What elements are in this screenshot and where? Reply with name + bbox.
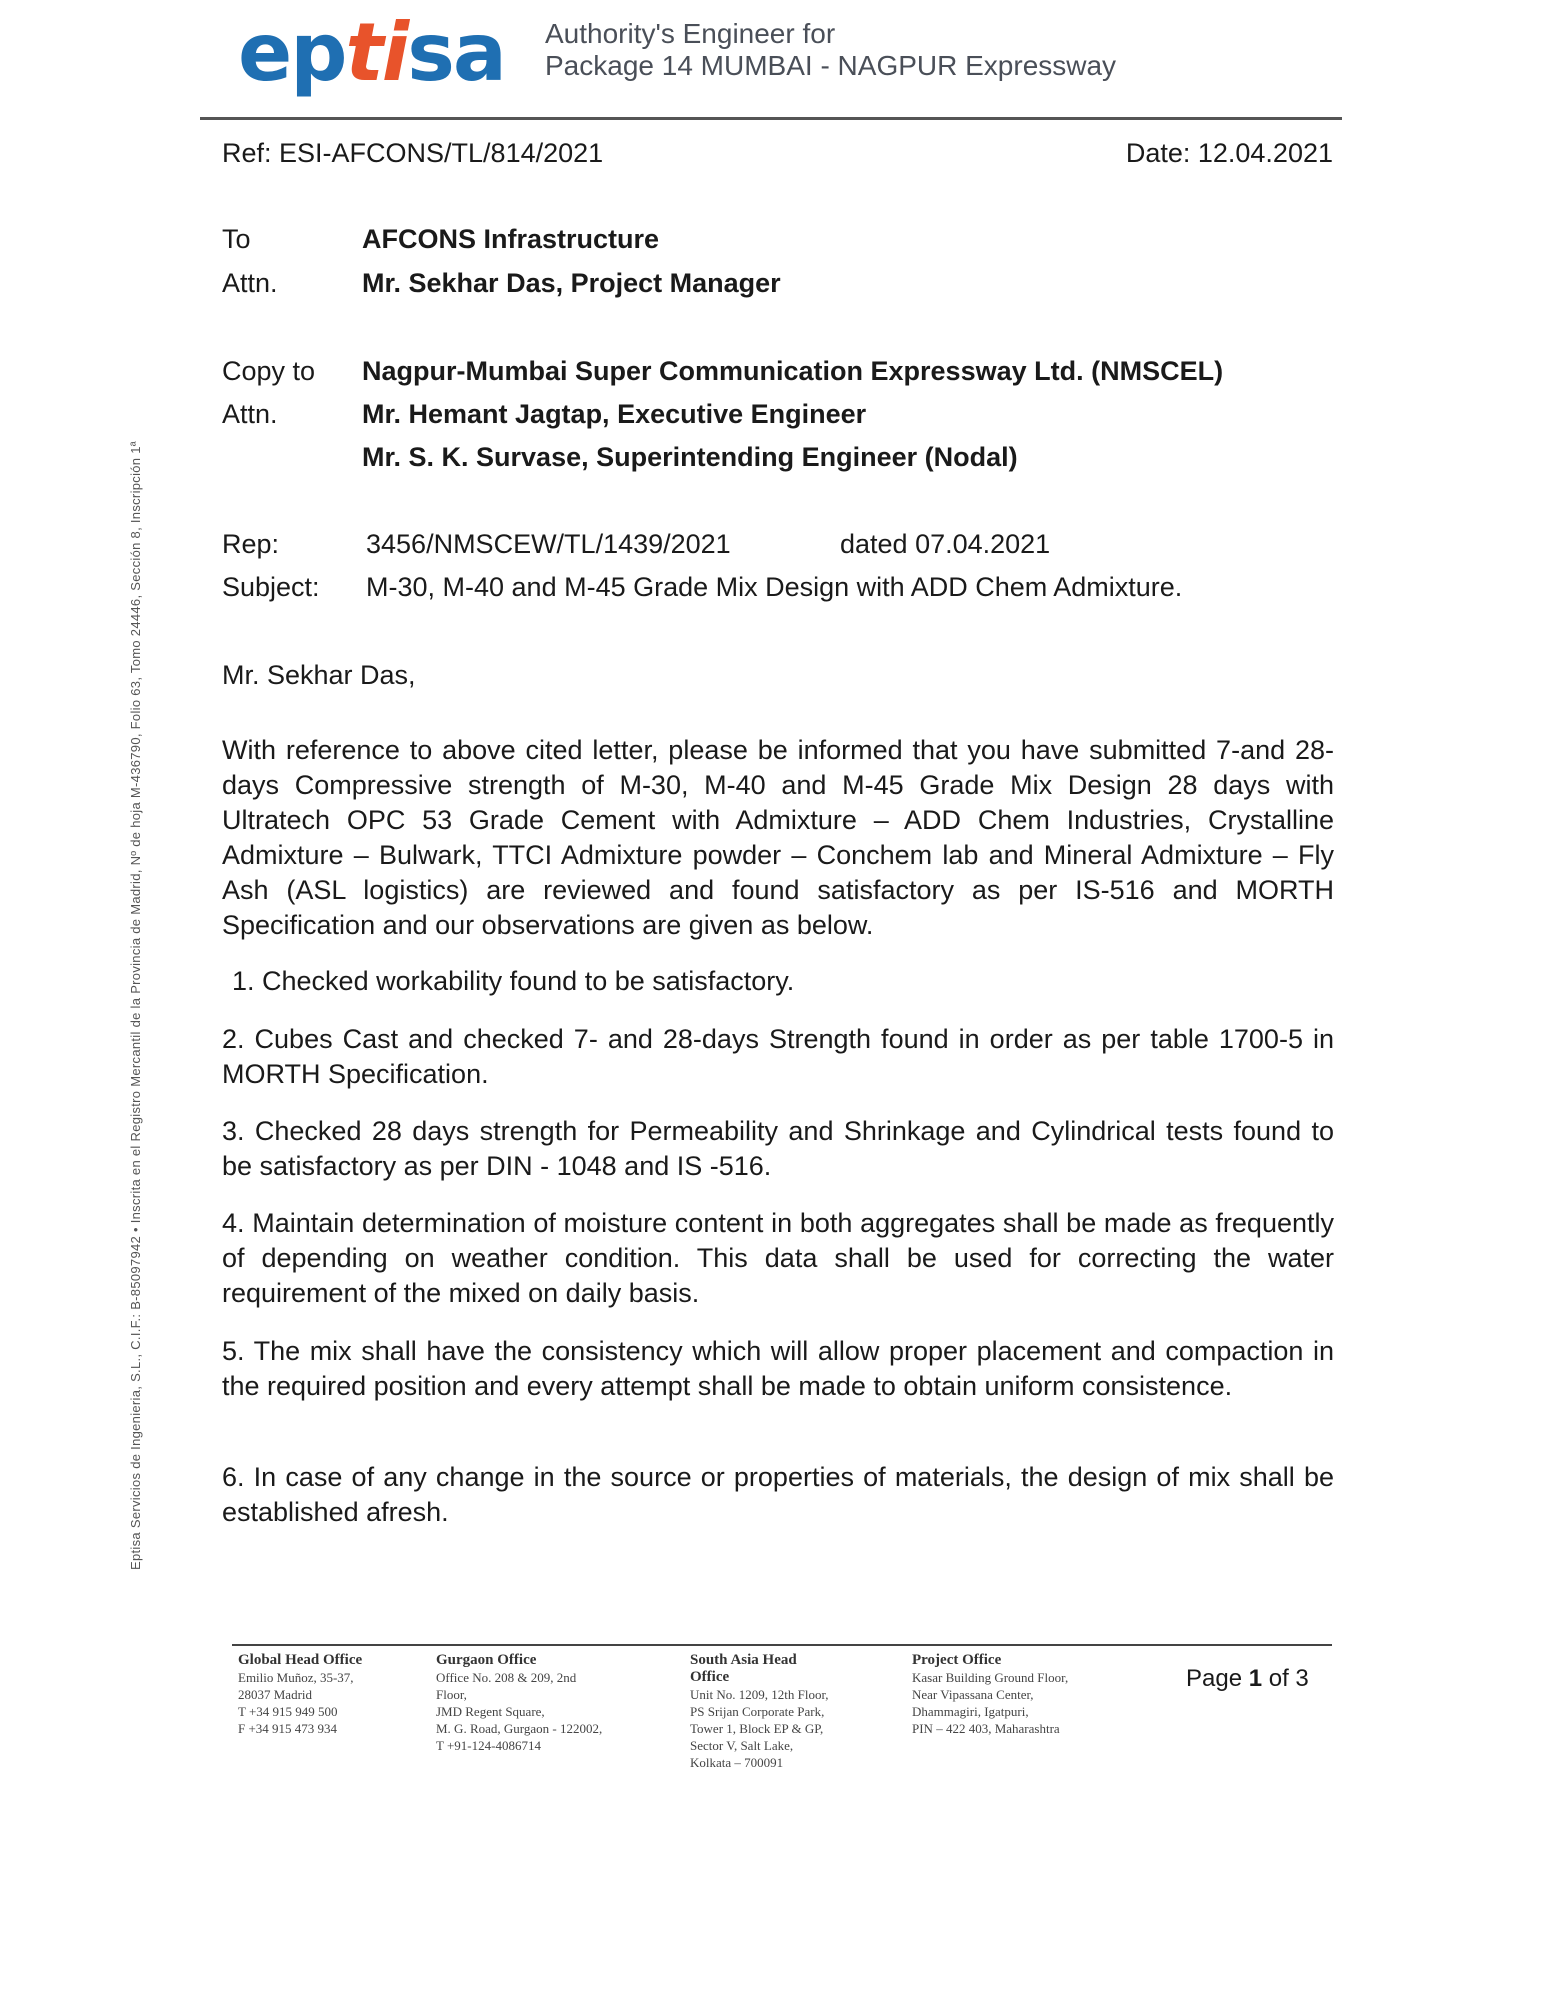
letter-date: Date: 12.04.2021 bbox=[1125, 138, 1333, 168]
page-number: Page 1 of 3 bbox=[1186, 1665, 1309, 1692]
footer-project-office: Project Office Kasar Building Ground Floor, Near Vipassana Center, Dhammagiri, Igatpuri, PIN – 422 403, Maharashtra bbox=[912, 1652, 1069, 1736]
header-divider bbox=[200, 117, 1342, 120]
footer-south-asia-office: South Asia Head Office Unit No. 1209, 12th Floor, PS Srijan Corporate Park, Tower 1, Block EP & GP, Sector V, Salt Lake, Kolkata – 700091 bbox=[690, 1652, 829, 1770]
rep-label: Rep: bbox=[222, 529, 280, 559]
reference-number: Ref: ESI-AFCONS/TL/814/2021 bbox=[222, 138, 604, 168]
rep-dated: dated 07.04.2021 bbox=[840, 529, 1051, 559]
footer-divider bbox=[232, 1644, 1332, 1646]
copy-to-label: Copy to bbox=[222, 356, 316, 386]
subject-text: M-30, M-40 and M-45 Grade Mix Design with ADD Chem Admixture. bbox=[366, 572, 1183, 602]
copy-to-recipient: Nagpur-Mumbai Super Communication Expressway Ltd. (NMSCEL) bbox=[362, 356, 1224, 386]
to-recipient: AFCONS Infrastructure bbox=[362, 224, 660, 254]
copy-attn-label: Attn. bbox=[222, 399, 278, 429]
rep-number: 3456/NMSCEW/TL/1439/2021 bbox=[366, 529, 731, 559]
observation-4: 4. Maintain determination of moisture content in both aggregates shall be made as frequently of depending on weather condition. This data shall be used for correcting the water requirement of the mixed on daily basis. bbox=[222, 1208, 1334, 1308]
footer-global-office: Global Head Office Emilio Muñoz, 35-37, 28037 Madrid T +34 915 949 500 F +34 915 473 934 bbox=[238, 1652, 363, 1736]
to-label: To bbox=[222, 224, 251, 254]
attn-recipient: Mr. Sekhar Das, Project Manager bbox=[362, 268, 781, 298]
observation-1: 1. Checked workability found to be satisfactory. bbox=[232, 966, 795, 996]
observation-6: 6. In case of any change in the source or properties of materials, the design of mix shall be established afresh. bbox=[222, 1462, 1334, 1527]
header-tagline bbox=[545, 18, 1116, 82]
footer-gurgaon-office: Gurgaon Office Office No. 208 & 209, 2nd Floor, JMD Regent Square, M. G. Road, Gurgaon - 122002, T +91-124-4086714 bbox=[436, 1652, 603, 1753]
tagline-line-1: Authority's Engineer for bbox=[545, 18, 836, 49]
observation-2: 2. Cubes Cast and checked 7- and 28-days Strength found in order as per table 1700-5 in MORTH Specification. bbox=[222, 1024, 1334, 1089]
copy-attn-recipient-2: Mr. S. K. Survase, Superintending Engineer (Nodal) bbox=[362, 442, 1018, 472]
salutation: Mr. Sekhar Das, bbox=[222, 660, 416, 690]
eptisa-logo: eptisa bbox=[238, 6, 505, 99]
observation-3: 3. Checked 28 days strength for Permeability and Shrinkage and Cylindrical tests found to be satisfactory as per DIN - 1048 and IS -516. bbox=[222, 1116, 1334, 1181]
tagline-line-2: Package 14 MUMBAI - NAGPUR Expressway bbox=[545, 50, 1117, 81]
observation-5: 5. The mix shall have the consistency which will allow proper placement and compaction in the required position and every attempt shall be made to obtain uniform consistence. bbox=[222, 1336, 1334, 1401]
subject-label: Subject: bbox=[222, 572, 320, 602]
attn-label: Attn. bbox=[222, 268, 278, 298]
company-registration-note: Eptisa Servicios de Ingenieria, S.L., C.I.F.: B-85097942 • Inscrita en el Registro Mercantil de la Provincia de Madrid, Nº de hoja M-436790, Folio 63, Tomo 24446, Sección 8, Inscripción 1ª bbox=[128, 441, 143, 1570]
intro-paragraph: With reference to above cited letter, please be informed that you have submitted 7-and 28-days Compressive strength of M-30, M-40 and M-45 Grade Mix Design 28 days with Ultratech OPC 53 Grade Cement with Admixture – ADD Chem Industries, Crystalline Admixture – Bulwark, TTCI Admixture powder – Conchem lab and Mineral Admixture – Fly Ash (ASL logistics) are reviewed and found satisfactory as per IS-516 and MORTH Specification and our observations are given as below. bbox=[222, 735, 1334, 940]
copy-attn-recipient-1: Mr. Hemant Jagtap, Executive Engineer bbox=[362, 399, 867, 429]
